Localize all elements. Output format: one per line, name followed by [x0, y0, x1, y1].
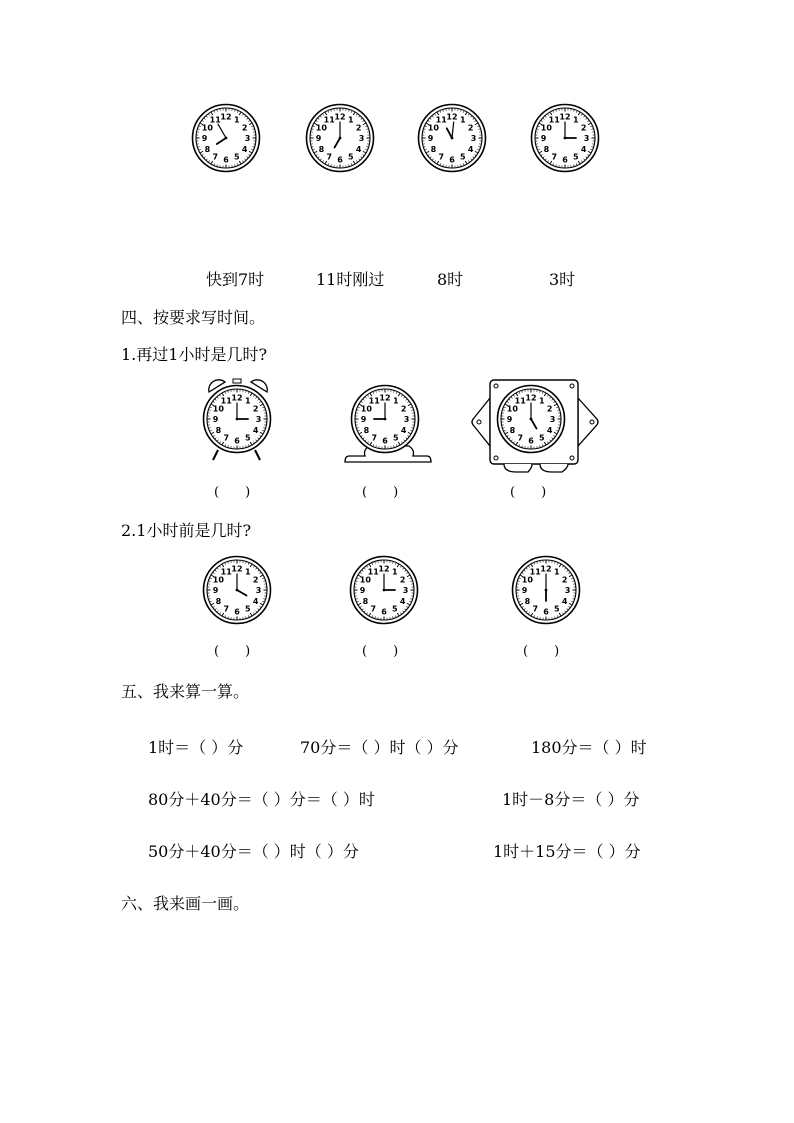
clock-numeral: 5: [553, 604, 560, 614]
clock-numeral: 8: [524, 596, 531, 606]
clock-numeral: 11: [514, 396, 526, 406]
clock-numeral: 12: [540, 564, 552, 574]
clock-numeral: 11: [368, 396, 380, 406]
clock-numeral: 2: [399, 575, 406, 585]
clock-numeral: 3: [583, 134, 590, 143]
clock-numeral: 6: [381, 607, 387, 617]
clock-face: [496, 384, 566, 454]
clock-face: [202, 384, 272, 454]
top-label-3: 8时: [437, 270, 464, 289]
clock-numeral: 7: [223, 604, 230, 614]
top-clock-2: [305, 103, 375, 173]
clock-numeral: 7: [212, 152, 219, 162]
calc-1-3[interactable]: 180分＝（ ）时: [531, 738, 647, 757]
clock-numeral: 3: [564, 586, 571, 595]
clock-numeral: 2: [252, 575, 259, 585]
clock-numeral: 12: [559, 112, 571, 122]
clock-numeral: 12: [220, 112, 232, 122]
q2-clock-2: [349, 555, 419, 625]
clock-numeral: 4: [561, 596, 568, 606]
clock-numeral: 10: [212, 404, 224, 414]
clock-numeral: 2: [241, 123, 248, 133]
q2-clock-3: [511, 555, 581, 625]
clock-numeral: 4: [400, 425, 407, 435]
clock-numeral: 5: [391, 604, 398, 614]
clock-numeral: 8: [318, 144, 325, 154]
clock-numeral: 2: [546, 404, 553, 414]
clock-numeral: 4: [355, 144, 362, 154]
clock-numeral: 11: [435, 115, 447, 125]
q1-title: 1.再过1小时是几时?: [121, 345, 268, 364]
clock-numeral: 5: [538, 433, 545, 443]
clock-numeral: 1: [538, 396, 545, 406]
clock-numeral: 7: [223, 433, 230, 443]
clock-numeral: 6: [528, 436, 534, 446]
clock-numeral: 1: [392, 396, 399, 406]
section-6-title: 六、我来画一画。: [121, 894, 250, 913]
clock-numeral: 12: [334, 112, 346, 122]
clock-numeral: 3: [549, 415, 556, 424]
clock-numeral: 8: [363, 425, 370, 435]
clock-numeral: 5: [392, 433, 399, 443]
calc-2-2[interactable]: 1时－8分＝（ ）分: [502, 790, 640, 809]
clock-face: [191, 103, 261, 173]
clock-numeral: 6: [382, 436, 388, 446]
clock-numeral: 6: [234, 436, 240, 446]
clock-numeral: 9: [212, 415, 219, 424]
clock-numeral: 11: [548, 115, 560, 125]
q1-answer-2[interactable]: ( ): [362, 485, 399, 500]
clock-numeral: 2: [355, 123, 362, 133]
q2-title: 2.1小时前是几时?: [121, 521, 252, 540]
top-label-1: 快到7时: [206, 270, 265, 289]
clock-numeral: 6: [337, 155, 343, 165]
clock-numeral: 7: [370, 604, 377, 614]
clock-numeral: 1: [233, 115, 240, 125]
clock-numeral: 8: [362, 596, 369, 606]
clock-numeral: 12: [231, 564, 243, 574]
clock-numeral: 9: [506, 415, 513, 424]
clock-numeral: 12: [378, 564, 390, 574]
clock-numeral: 5: [244, 604, 251, 614]
clock-numeral: 2: [467, 123, 474, 133]
clock-numeral: 3: [403, 415, 410, 424]
clock-numeral: 7: [551, 152, 558, 162]
clock-face: [350, 384, 420, 454]
clock-numeral: 3: [402, 586, 409, 595]
clock-numeral: 11: [367, 567, 379, 577]
clock-numeral: 2: [252, 404, 259, 414]
clock-numeral: 8: [543, 144, 550, 154]
clock-numeral: 5: [572, 152, 579, 162]
clock-numeral: 4: [252, 596, 259, 606]
top-label-2: 11时刚过: [316, 270, 385, 289]
top-label-4: 3时: [549, 270, 576, 289]
clock-numeral: 12: [446, 112, 458, 122]
q1-clock-3: [496, 384, 566, 454]
clock-numeral: 8: [509, 425, 516, 435]
clock-numeral: 11: [209, 115, 221, 125]
clock-numeral: 8: [430, 144, 437, 154]
clock-numeral: 1: [459, 115, 466, 125]
clock-numeral: 10: [427, 123, 439, 133]
clock-numeral: 1: [391, 567, 398, 577]
clock-numeral: 1: [244, 567, 251, 577]
clock-numeral: 7: [326, 152, 333, 162]
q2-answer-2[interactable]: ( ): [362, 644, 399, 659]
clock-numeral: 10: [506, 404, 518, 414]
clock-face: [202, 555, 272, 625]
clock-numeral: 2: [561, 575, 568, 585]
q2-answer-1[interactable]: ( ): [214, 644, 251, 659]
clock-numeral: 4: [252, 425, 259, 435]
clock-numeral: 7: [438, 152, 445, 162]
clock-numeral: 4: [399, 596, 406, 606]
clock-numeral: 12: [231, 393, 243, 403]
clock-numeral: 12: [525, 393, 537, 403]
clock-numeral: 6: [543, 607, 549, 617]
clock-numeral: 1: [572, 115, 579, 125]
clock-numeral: 7: [371, 433, 378, 443]
clock-numeral: 1: [347, 115, 354, 125]
clock-numeral: 5: [233, 152, 240, 162]
clock-numeral: 8: [215, 596, 222, 606]
clock-numeral: 10: [540, 123, 552, 133]
top-clock-1: [191, 103, 261, 173]
section-5-title: 五、我来算一算。: [121, 682, 250, 701]
q2-clock-1: [202, 555, 272, 625]
clock-numeral: 9: [427, 134, 434, 143]
clock-numeral: 2: [580, 123, 587, 133]
clock-numeral: 9: [212, 586, 219, 595]
clock-numeral: 3: [244, 134, 251, 143]
clock-numeral: 12: [379, 393, 391, 403]
clock-numeral: 5: [244, 433, 251, 443]
q1-clock-1: [202, 384, 272, 454]
clock-numeral: 2: [400, 404, 407, 414]
clock-numeral: 9: [359, 586, 366, 595]
clock-face: [511, 555, 581, 625]
top-clock-3: [417, 103, 487, 173]
q1-clock-2: [350, 384, 420, 454]
clock-numeral: 4: [241, 144, 248, 154]
q2-answer-3[interactable]: ( ): [523, 644, 560, 659]
clock-numeral: 11: [529, 567, 541, 577]
calc-1-2[interactable]: 70分＝（ ）时（ ）分: [300, 738, 459, 757]
clock-numeral: 10: [201, 123, 213, 133]
calc-1-1[interactable]: 1时＝（ ）分: [148, 738, 244, 757]
clock-numeral: 1: [244, 396, 251, 406]
calc-3-1[interactable]: 50分＋40分＝（ ）时（ ）分: [148, 842, 359, 861]
clock-numeral: 6: [449, 155, 455, 165]
calc-2-1[interactable]: 80分＋40分＝（ ）分＝（ ）时: [148, 790, 375, 809]
clock-numeral: 3: [255, 415, 262, 424]
clock-numeral: 9: [540, 134, 547, 143]
clock-numeral: 10: [212, 575, 224, 585]
clock-numeral: 1: [553, 567, 560, 577]
clock-face: [349, 555, 419, 625]
calc-3-2[interactable]: 1时＋15分＝（ ）分: [493, 842, 641, 861]
clock-numeral: 3: [255, 586, 262, 595]
clock-numeral: 5: [347, 152, 354, 162]
clock-numeral: 10: [360, 404, 372, 414]
clock-numeral: 9: [360, 415, 367, 424]
clock-numeral: 11: [220, 567, 232, 577]
clock-numeral: 3: [358, 134, 365, 143]
clock-numeral: 7: [532, 604, 539, 614]
clock-numeral: 8: [215, 425, 222, 435]
clock-numeral: 9: [201, 134, 208, 143]
clock-numeral: 9: [521, 586, 528, 595]
clock-numeral: 9: [315, 134, 322, 143]
clock-numeral: 6: [223, 155, 229, 165]
clock-face: [417, 103, 487, 173]
clock-numeral: 5: [459, 152, 466, 162]
clock-numeral: 10: [359, 575, 371, 585]
clock-numeral: 4: [467, 144, 474, 154]
clock-numeral: 10: [315, 123, 327, 133]
clock-numeral: 3: [470, 134, 477, 143]
q1-answer-3[interactable]: ( ): [510, 485, 547, 500]
clock-numeral: 6: [562, 155, 568, 165]
clock-numeral: 7: [517, 433, 524, 443]
clock-numeral: 4: [546, 425, 553, 435]
q1-answer-1[interactable]: ( ): [214, 485, 251, 500]
clock-numeral: 4: [580, 144, 587, 154]
clock-numeral: 11: [220, 396, 232, 406]
clock-numeral: 11: [323, 115, 335, 125]
clock-face: [305, 103, 375, 173]
clock-face: [530, 103, 600, 173]
clock-numeral: 8: [204, 144, 211, 154]
clock-numeral: 6: [234, 607, 240, 617]
top-clock-4: [530, 103, 600, 173]
section-4-title: 四、按要求写时间。: [121, 308, 266, 327]
clock-numeral: 10: [521, 575, 533, 585]
